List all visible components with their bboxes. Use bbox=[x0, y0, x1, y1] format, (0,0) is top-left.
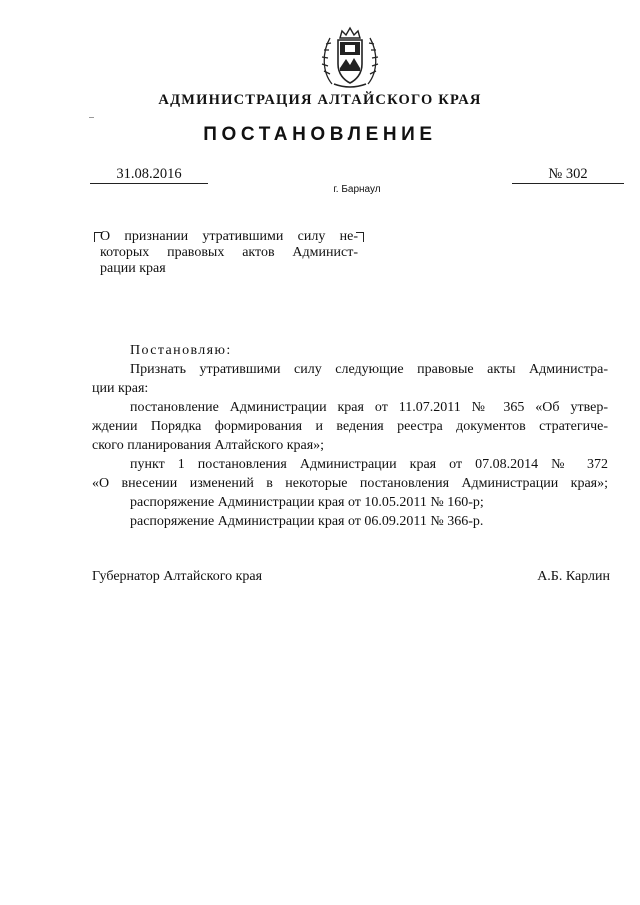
body-line: распоряжение Администрации края от 10.05.2011 № 160-р; bbox=[130, 495, 484, 510]
document-body bbox=[92, 341, 608, 531]
body-line: пункт 1 постановления Администрации края от 07.08.2014 № 372 bbox=[130, 457, 608, 472]
organization-title: АДМИНИСТРАЦИЯ АЛТАЙСКОГО КРАЯ bbox=[158, 92, 482, 108]
subject-text bbox=[100, 229, 358, 277]
subject-block bbox=[96, 229, 364, 277]
document-type-title: ПОСТАНОВЛЕНИЕ bbox=[203, 124, 437, 145]
body-line: ции края: bbox=[92, 381, 149, 396]
document-city: г. Барнаул bbox=[333, 184, 381, 195]
body-line: ского планирования Алтайского края»; bbox=[92, 438, 325, 453]
signatory-name: А.Б. Карлин bbox=[537, 569, 610, 584]
decree-word: Постановляю: bbox=[130, 343, 232, 358]
document-date: 31.08.2016 bbox=[90, 166, 208, 184]
scan-mark bbox=[89, 117, 94, 118]
body-line: Признать утратившими силу следующие правовые акты Администра- bbox=[130, 362, 608, 377]
body-line: «О внесении изменений в некоторые постановления Администрации края»; bbox=[92, 476, 608, 491]
subject-corner-right bbox=[356, 232, 364, 242]
signatory-title: Губернатор Алтайского края bbox=[92, 569, 263, 584]
coat-of-arms-emblem-icon bbox=[318, 22, 382, 92]
subject-corner-left bbox=[94, 232, 102, 242]
subject-line: О признании утратившими силу не- bbox=[100, 229, 358, 244]
document-number: № 302 bbox=[512, 166, 624, 184]
body-line: распоряжение Администрации края от 06.09.2011 № 366-р. bbox=[130, 514, 484, 529]
body-line: постановление Администрации края от 11.07.2011 № 365 «Об утвер- bbox=[130, 400, 608, 415]
subject-line: рации края bbox=[100, 261, 166, 276]
body-line: ждении Порядка формирования и ведения реестра документов стратегиче- bbox=[92, 419, 608, 434]
subject-line: которых правовых актов Админист- bbox=[100, 245, 358, 260]
